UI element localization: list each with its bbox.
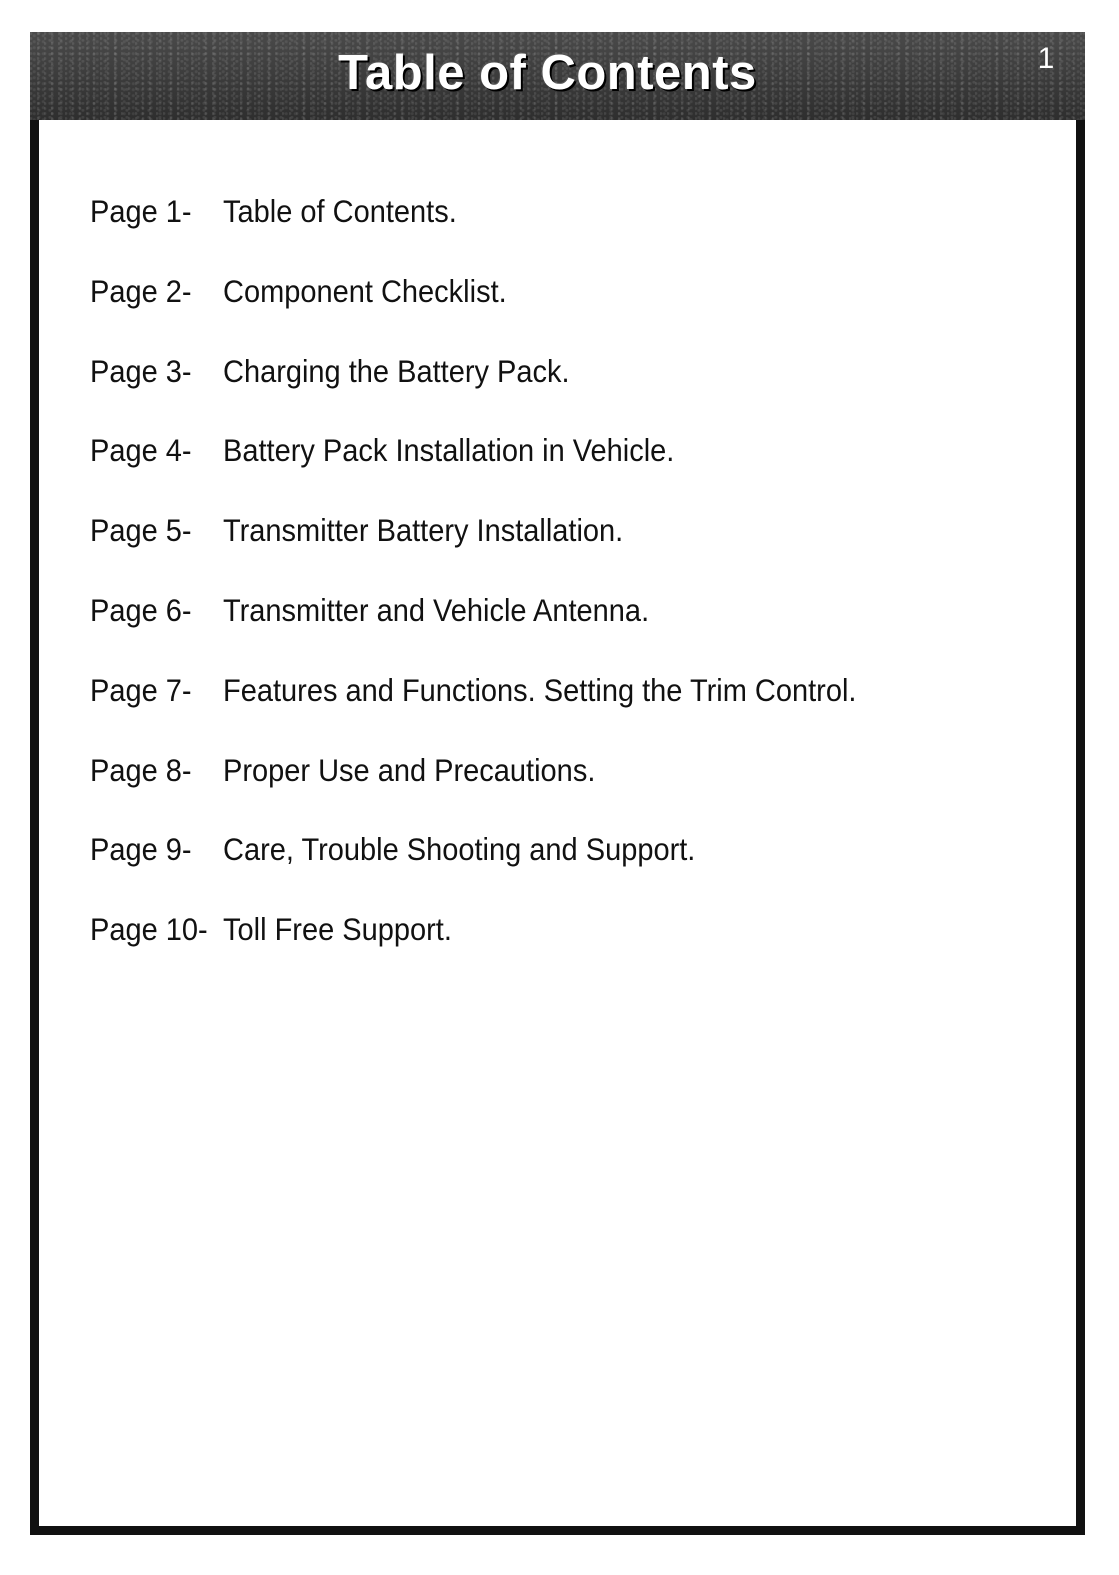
toc-entry [90, 514, 1050, 600]
table-of-contents [90, 195, 1050, 993]
toc-entry-title: Charging the Battery Pack. [223, 354, 570, 390]
toc-entry [90, 754, 1050, 840]
toc-entry [90, 434, 1050, 520]
toc-entry-title: Toll Free Support. [223, 913, 452, 948]
toc-entry [90, 275, 1050, 361]
page-number: 1 [1037, 42, 1055, 75]
toc-entry [90, 674, 1050, 760]
toc-page-ref: Page 1- [90, 195, 192, 230]
toc-entry-title: Battery Pack Installation in Vehicle. [223, 434, 675, 469]
toc-page-ref: Page 7- [90, 673, 192, 709]
toc-entry-title: Care, Trouble Shooting and Support. [223, 833, 696, 868]
toc-page-ref: Page 2- [90, 274, 192, 310]
toc-page-ref: Page 3- [90, 354, 192, 390]
toc-entry [90, 833, 1050, 919]
toc-entry-title: Transmitter Battery Installation. [223, 514, 624, 549]
toc-page-ref: Page 9- [90, 833, 192, 868]
toc-entry-title: Table of Contents. [223, 195, 457, 230]
toc-page-ref: Page 10- [90, 913, 208, 948]
toc-entry-title: Proper Use and Precautions. [223, 753, 596, 789]
toc-page-ref: Page 4- [90, 434, 192, 469]
toc-entry [90, 913, 1050, 999]
toc-entry-title: Component Checklist. [223, 274, 507, 310]
toc-page-ref: Page 6- [90, 593, 192, 629]
page-title: Table of Contents [338, 46, 757, 100]
toc-page-ref: Page 8- [90, 753, 192, 789]
toc-entry [90, 355, 1050, 441]
toc-entry-title: Features and Functions. Setting the Trim Control. [223, 673, 857, 709]
toc-page-ref: Page 5- [90, 514, 192, 549]
toc-entry-title: Transmitter and Vehicle Antenna. [223, 593, 650, 629]
toc-entry [90, 195, 1050, 281]
toc-entry [90, 594, 1050, 680]
